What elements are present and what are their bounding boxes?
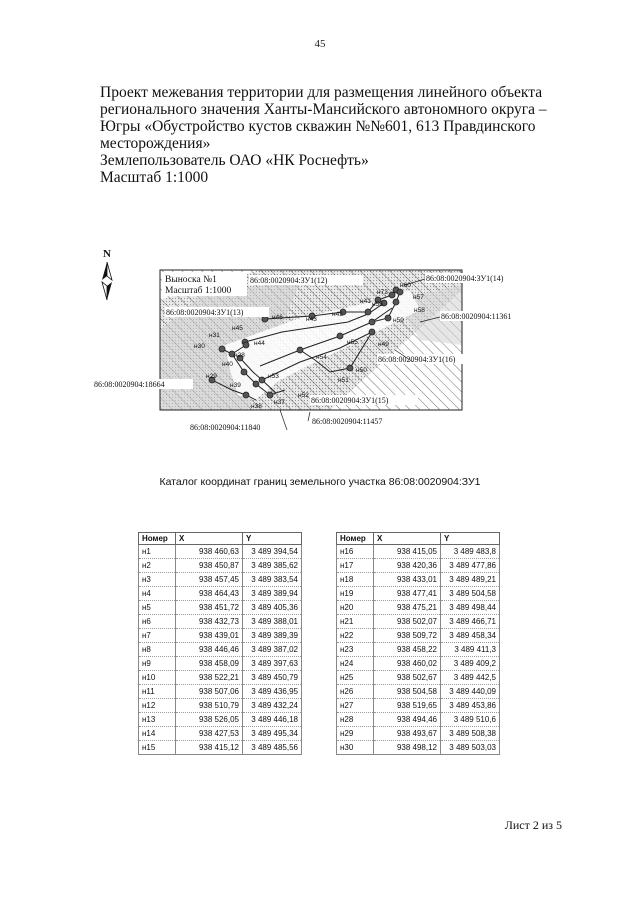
x-coordinate-cell: 938 458,22 (374, 643, 441, 657)
y-coordinate-cell: 3 489 450,79 (243, 671, 302, 685)
y-coordinate-cell: 3 489 453,86 (441, 699, 500, 713)
column-header: X (176, 533, 243, 545)
parcel-label: 86:08:0020904:ЗУ1(16) (378, 355, 456, 364)
table-row (139, 671, 302, 685)
north-arrow-icon (102, 248, 112, 300)
point-number-cell: н6 (139, 615, 176, 629)
y-coordinate-cell: 3 489 389,94 (243, 587, 302, 601)
north-label: N (103, 248, 111, 260)
point-label: н42 (332, 311, 343, 318)
y-coordinate-cell: 3 489 436,95 (243, 685, 302, 699)
table-row (337, 587, 500, 601)
page-number: 45 (314, 38, 326, 50)
point-number-cell: н2 (139, 559, 176, 573)
point-number-cell: н21 (337, 615, 374, 629)
column-header: Y (243, 533, 302, 545)
table-row (337, 685, 500, 699)
y-coordinate-cell: 3 489 387,02 (243, 643, 302, 657)
x-coordinate-cell: 938 458,09 (176, 657, 243, 671)
y-coordinate-cell: 3 489 440,09 (441, 685, 500, 699)
cadastral-map (0, 240, 640, 440)
point-label: н41 (360, 298, 371, 305)
x-coordinate-cell: 938 477,41 (374, 587, 441, 601)
column-header: X (374, 533, 441, 545)
table-row (139, 643, 302, 657)
point-label: н31 (209, 332, 220, 339)
point-number-cell: н23 (337, 643, 374, 657)
point-number-cell: н27 (337, 699, 374, 713)
y-coordinate-cell: 3 489 432,24 (243, 699, 302, 713)
point-number-cell: н3 (139, 573, 176, 587)
point-label: н38 (251, 403, 262, 410)
point-label: н30 (194, 343, 205, 350)
inset-title: Выноска №1 (165, 275, 217, 285)
table-row (139, 657, 302, 671)
point-label: н39 (230, 382, 241, 389)
y-coordinate-cell: 3 489 388,01 (243, 615, 302, 629)
scale-line: Масштаб 1:1000 (100, 169, 209, 186)
table-row (139, 587, 302, 601)
y-coordinate-cell: 3 489 485,56 (243, 741, 302, 755)
y-coordinate-cell: 3 489 477,86 (441, 559, 500, 573)
x-coordinate-cell: 938 519,65 (374, 699, 441, 713)
table-row (139, 685, 302, 699)
x-coordinate-cell: 938 433,01 (374, 573, 441, 587)
x-coordinate-cell: 938 522,21 (176, 671, 243, 685)
y-coordinate-cell: 3 489 389,39 (243, 629, 302, 643)
header-line: Югры «Обустройство кустов скважин №№601, 613 Правдинского (100, 118, 536, 135)
point-label: н43 (306, 316, 317, 323)
table-row (139, 727, 302, 741)
table-row (337, 699, 500, 713)
y-coordinate-cell: 3 489 409,2 (441, 657, 500, 671)
point-number-cell: н26 (337, 685, 374, 699)
column-header: Номер (337, 533, 374, 545)
x-coordinate-cell: 938 420,36 (374, 559, 441, 573)
point-number-cell: н8 (139, 643, 176, 657)
y-coordinate-cell: 3 489 458,34 (441, 629, 500, 643)
point-label: н49 (378, 341, 389, 348)
coordinates-table-left (138, 532, 302, 755)
parcel-label: 86:08:0020904:ЗУ1(13) (166, 308, 244, 317)
table-row (139, 713, 302, 727)
x-coordinate-cell: 938 451,72 (176, 601, 243, 615)
table-row (139, 545, 302, 559)
y-coordinate-cell: 3 489 503,03 (441, 741, 500, 755)
x-coordinate-cell: 938 498,12 (374, 741, 441, 755)
x-coordinate-cell: 938 494,46 (374, 713, 441, 727)
point-number-cell: н20 (337, 601, 374, 615)
point-label: н52 (298, 392, 309, 399)
y-coordinate-cell: 3 489 442,5 (441, 671, 500, 685)
table-row (337, 713, 500, 727)
header-line: регионального значения Ханты-Мансийского автономного округа – (100, 101, 547, 118)
x-coordinate-cell: 938 432,73 (176, 615, 243, 629)
x-coordinate-cell: 938 507,06 (176, 685, 243, 699)
point-number-cell: н29 (337, 727, 374, 741)
point-label: н55 (347, 339, 358, 346)
point-label: н37 (274, 399, 285, 406)
table-row (337, 559, 500, 573)
point-label: н57 (413, 294, 424, 301)
y-coordinate-cell: 3 489 508,38 (441, 727, 500, 741)
point-label: н60 (400, 282, 411, 289)
point-label: н45 (232, 325, 243, 332)
table-row (139, 615, 302, 629)
point-number-cell: н25 (337, 671, 374, 685)
x-coordinate-cell: 938 502,07 (374, 615, 441, 629)
table-row (139, 741, 302, 755)
y-coordinate-cell: 3 489 405,36 (243, 601, 302, 615)
table-row (337, 671, 500, 685)
x-coordinate-cell: 938 493,67 (374, 727, 441, 741)
parcel-label: 86:08:0020904:ЗУ1(12) (250, 276, 328, 285)
table-row (139, 699, 302, 713)
column-header: Номер (139, 533, 176, 545)
table-row (337, 643, 500, 657)
document-header (100, 84, 570, 186)
parcel-label: 86:08:0020904:18664 (94, 380, 165, 389)
parcel-label: 86:08:0020904:11361 (441, 312, 512, 321)
point-number-cell: н10 (139, 671, 176, 685)
point-number-cell: н4 (139, 587, 176, 601)
y-coordinate-cell: 3 489 411,3 (441, 643, 500, 657)
point-number-cell: н28 (337, 713, 374, 727)
point-label: н58 (414, 307, 425, 314)
point-number-cell: н11 (139, 685, 176, 699)
point-number-cell: н5 (139, 601, 176, 615)
point-number-cell: н16 (337, 545, 374, 559)
header-line: Проект межевания территории для размещения линейного объекта (100, 84, 543, 101)
parcel-label: 86:08:0020904:11840 (190, 423, 261, 432)
sheet-number: Лист 2 из 5 (504, 818, 562, 832)
coordinates-table-right (336, 532, 500, 755)
point-label: н54 (316, 354, 327, 361)
x-coordinate-cell: 938 415,05 (374, 545, 441, 559)
point-label: н73 (377, 289, 388, 296)
point-number-cell: н30 (337, 741, 374, 755)
point-number-cell: н19 (337, 587, 374, 601)
y-coordinate-cell: 3 489 383,54 (243, 573, 302, 587)
point-number-cell: н9 (139, 657, 176, 671)
table-row (337, 615, 500, 629)
point-number-cell: н24 (337, 657, 374, 671)
point-label: н44 (254, 340, 265, 347)
table-row (139, 629, 302, 643)
x-coordinate-cell: 938 464,43 (176, 587, 243, 601)
table-row (139, 601, 302, 615)
y-coordinate-cell: 3 489 498,44 (441, 601, 500, 615)
point-label: н46 (272, 314, 283, 321)
y-coordinate-cell: 3 489 504,58 (441, 587, 500, 601)
x-coordinate-cell: 938 526,05 (176, 713, 243, 727)
table-row (337, 741, 500, 755)
x-coordinate-cell: 938 415,12 (176, 741, 243, 755)
x-coordinate-cell: 938 450,87 (176, 559, 243, 573)
y-coordinate-cell: 3 489 385,62 (243, 559, 302, 573)
point-label: н59 (393, 317, 404, 324)
x-coordinate-cell: 938 439,01 (176, 629, 243, 643)
table-row (337, 629, 500, 643)
point-number-cell: н15 (139, 741, 176, 755)
x-coordinate-cell: 938 460,63 (176, 545, 243, 559)
x-coordinate-cell: 938 457,45 (176, 573, 243, 587)
x-coordinate-cell: 938 475,21 (374, 601, 441, 615)
point-label: н53 (268, 373, 279, 380)
y-coordinate-cell: 3 489 489,21 (441, 573, 500, 587)
inset-scale: Масштаб 1:1000 (165, 286, 232, 296)
table-row (337, 727, 500, 741)
point-label: н51 (338, 377, 349, 384)
y-coordinate-cell: 3 489 397,63 (243, 657, 302, 671)
table-row (139, 573, 302, 587)
x-coordinate-cell: 938 460,02 (374, 657, 441, 671)
y-coordinate-cell: 3 489 394,54 (243, 545, 302, 559)
table-row (337, 545, 500, 559)
point-label: н28 (234, 352, 245, 359)
x-coordinate-cell: 938 446,46 (176, 643, 243, 657)
table-row (337, 657, 500, 671)
point-label: н56 (372, 301, 383, 308)
table-row (337, 601, 500, 615)
point-number-cell: н14 (139, 727, 176, 741)
point-number-cell: н13 (139, 713, 176, 727)
catalog-title: Каталог координат границ земельного участка 86:08:0020904:ЗУ1 (159, 476, 481, 488)
y-coordinate-cell: 3 489 466,71 (441, 615, 500, 629)
point-label: н29 (206, 373, 217, 380)
point-number-cell: н7 (139, 629, 176, 643)
y-coordinate-cell: 3 489 495,34 (243, 727, 302, 741)
parcel-label: 86:08:0020904:ЗУ1(15) (311, 396, 389, 405)
y-coordinate-cell: 3 489 446,18 (243, 713, 302, 727)
x-coordinate-cell: 938 427,53 (176, 727, 243, 741)
x-coordinate-cell: 938 502,67 (374, 671, 441, 685)
point-number-cell: н12 (139, 699, 176, 713)
land-user-line: Землепользователь ОАО «НК Роснефть» (100, 152, 369, 169)
point-label: н50 (356, 367, 367, 374)
table-row (139, 559, 302, 573)
point-number-cell: н1 (139, 545, 176, 559)
point-number-cell: н17 (337, 559, 374, 573)
x-coordinate-cell: 938 510,79 (176, 699, 243, 713)
parcel-label: 86:08:0020904:11457 (312, 417, 383, 426)
header-line: месторождения» (100, 135, 211, 152)
column-header: Y (441, 533, 500, 545)
point-number-cell: н22 (337, 629, 374, 643)
parcel-label: 86:08:0020904:ЗУ1(14) (426, 274, 504, 283)
x-coordinate-cell: 938 509,72 (374, 629, 441, 643)
point-number-cell: н18 (337, 573, 374, 587)
y-coordinate-cell: 3 489 510,6 (441, 713, 500, 727)
y-coordinate-cell: 3 489 483,8 (441, 545, 500, 559)
table-row (337, 573, 500, 587)
point-label: н40 (222, 361, 233, 368)
x-coordinate-cell: 938 504,58 (374, 685, 441, 699)
